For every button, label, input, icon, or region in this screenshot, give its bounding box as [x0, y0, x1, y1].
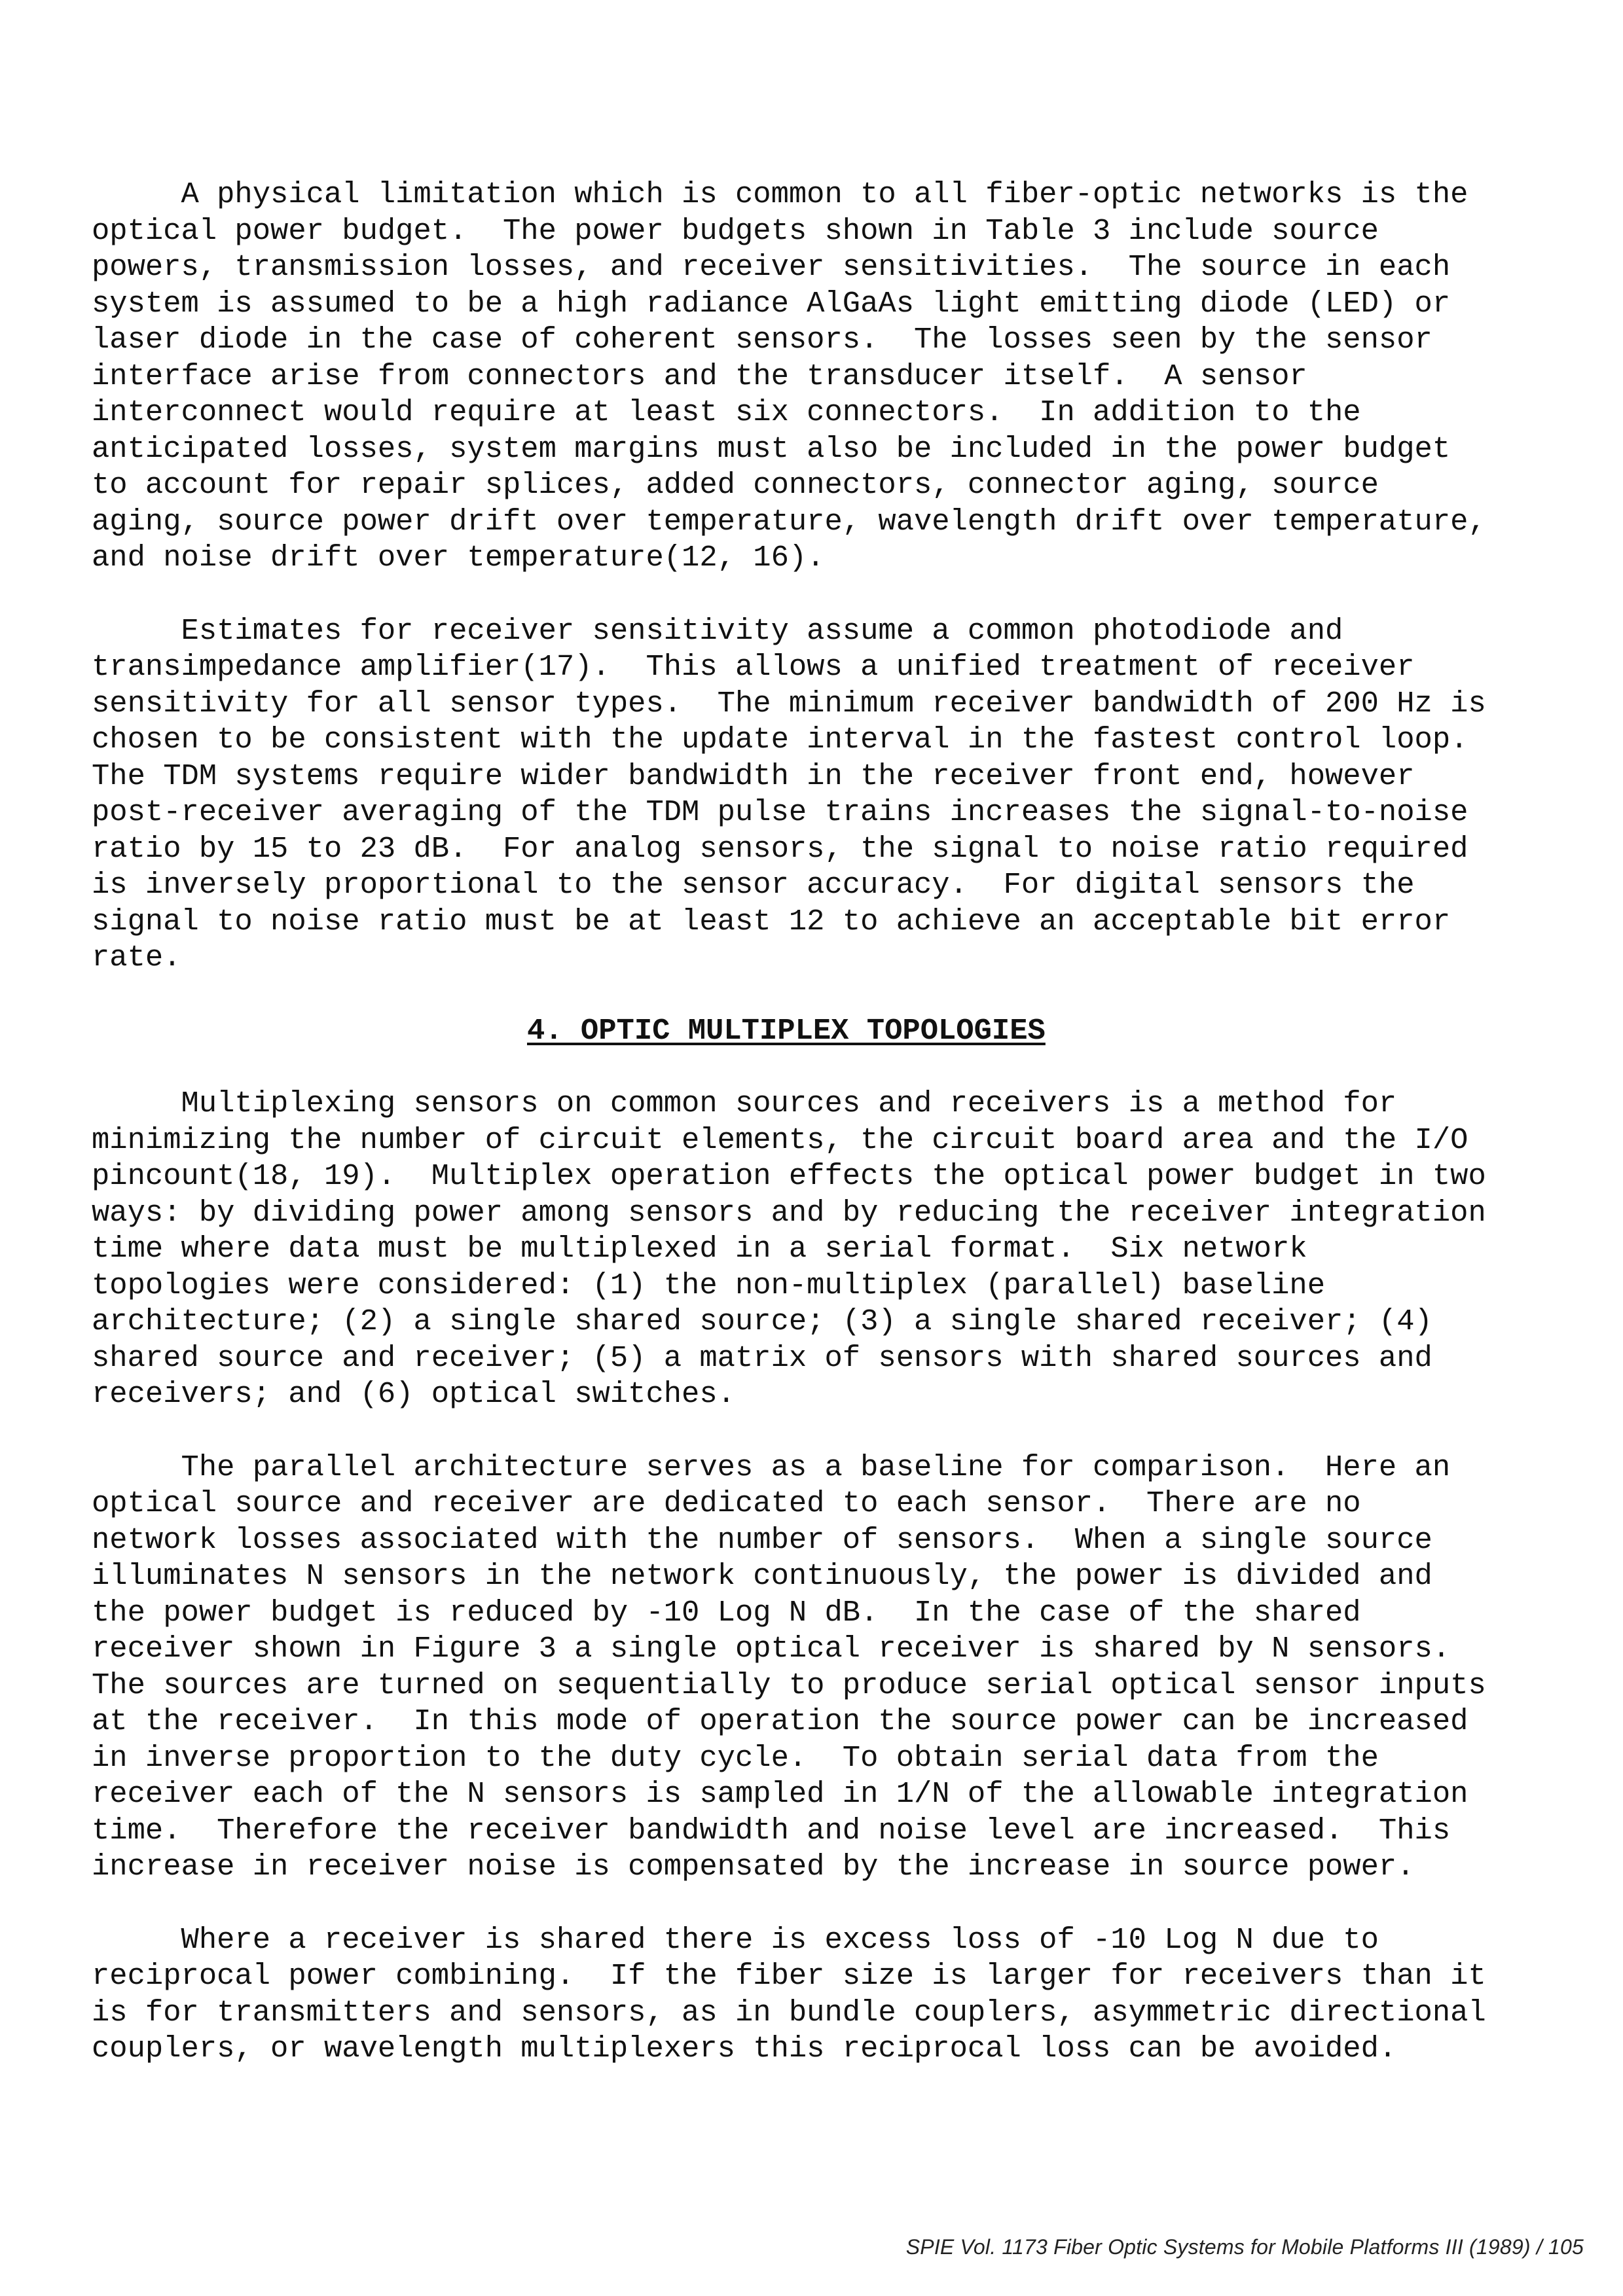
- paragraph-parallel-architecture: The parallel architecture serves as a baseline for comparison. Here an optical source and receiver are dedicated to each sensor. There are no network losses associated with the number of sensors. When a single source illuminates N sensors in the network continuously, the power is divided and the power budget is reduced by -10 Log N dB. In the case of the shared receiver shown in Figure 3 a single optical receiver is shared by N sensors. The sources are turned on sequentially to produce serial optical sensor inputs at the receiver. In this mode of operation the source power can be increased in inverse proportion to the duty cycle. To obtain serial data from the receiver each of the N sensors is sampled in 1/N of the allowable integration time. Therefore the receiver bandwidth and noise level are increased. This increase in receiver noise is compensated by the increase in source power.: [92, 1450, 1486, 1884]
- page-footer: SPIE Vol. 1173 Fiber Optic Systems for Mobile Platforms III (1989) / 105: [905, 2235, 1584, 2259]
- paragraph-power-budget: A physical limitation which is common to all fiber-optic networks is the optical power budget. The power budgets shown in Table 3 include source powers, transmission losses, and receiver sensitivities. The source in each system is assumed to be a high radiance AlGaAs light emitting diode (LED) or laser diode in the case of coherent sensors. The losses seen by the sensor interface arise from connectors and the transducer itself. A sensor interconnect would require at least six connectors. In addition to the anticipated losses, system margins must also be included in the power budget to account for repair splices, added connectors, connector aging, source aging, source power drift over temperature, wavelength drift over temperature, and noise drift over temperature(12, 16).: [92, 177, 1486, 575]
- page-body: [92, 177, 1532, 2068]
- paragraph-shared-receiver-loss: Where a receiver is shared there is excess loss of -10 Log N due to reciprocal power combining. If the fiber size is larger for receivers than it is for transmitters and sensors, as in bundle couplers, asymmetric directional couplers, or wavelength multiplexers this reciprocal loss can be avoided.: [92, 1922, 1486, 2066]
- section-heading: 4. OPTIC MULTIPLEX TOPOLOGIES: [527, 1013, 1046, 1048]
- paragraph-receiver-sensitivity: Estimates for receiver sensitivity assume a common photodiode and transimpedance amplifier(17). This allows a unified treatment of receiver sensitivity for all sensor types. The minimum receiver bandwidth of 200 Hz is chosen to be consistent with the update interval in the fastest control loop. The TDM systems require wider bandwidth in the receiver front end, however post-receiver averaging of the TDM pulse trains increases the signal-to-noise ratio by 15 to 23 dB. For analog sensors, the signal to noise ratio required is inversely proportional to the sensor accuracy. For digital sensors the signal to noise ratio must be at least 12 to achieve an acceptable bit error rate.: [92, 613, 1486, 975]
- paragraph-multiplexing: Multiplexing sensors on common sources and receivers is a method for minimizing the number of circuit elements, the circuit board area and the I/O pincount(18, 19). Multiplex operation effects the optical power budget in two ways: by dividing power among sensors and by reducing the receiver integration time where data must be multiplexed in a serial format. Six network topologies were considered: (1) the non-multiplex (parallel) baseline architecture; (2) a single shared source; (3) a single shared receiver; (4) shared source and receiver; (5) a matrix of sensors with shared sources and receivers; and (6) optical switches.: [92, 1086, 1486, 1411]
